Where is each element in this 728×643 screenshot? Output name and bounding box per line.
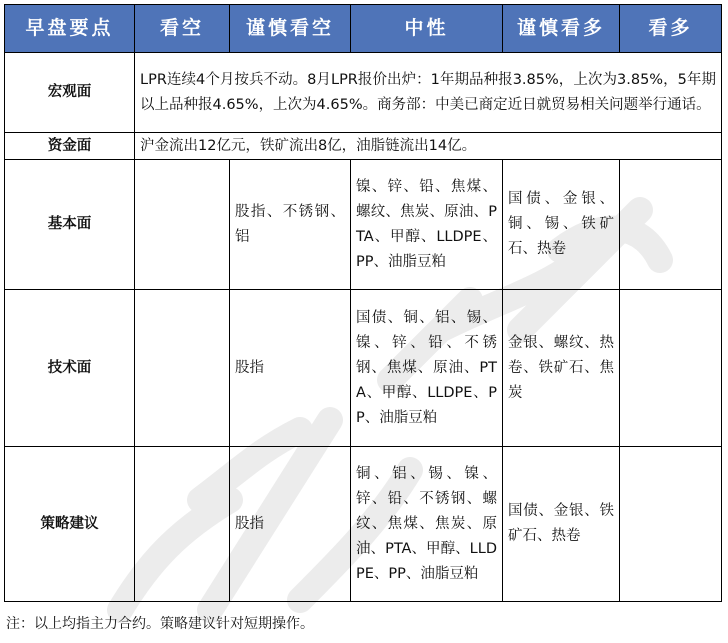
strategy-bullish bbox=[620, 447, 722, 602]
technicals-cautious-bearish: 股指 bbox=[230, 290, 351, 447]
header-bullish: 看多 bbox=[620, 5, 722, 53]
technicals-bearish bbox=[135, 290, 230, 447]
fundamentals-neutral: 镍、锌、铅、焦煤、螺纹、焦炭、原油、PTA、甲醇、LLDPE、PP、油脂豆粕 bbox=[351, 160, 503, 290]
header-neutral: 中性 bbox=[351, 5, 503, 53]
header-bearish: 看空 bbox=[135, 5, 230, 53]
fundamentals-cautious-bearish: 股指、不锈钢、铝 bbox=[230, 160, 351, 290]
strategy-cautious-bullish: 国债、金银、铁矿石、热卷 bbox=[503, 447, 620, 602]
header-cautious-bullish: 谨慎看多 bbox=[503, 5, 620, 53]
technicals-neutral: 国债、铜、铝、锡、镍、锌、铅、不锈钢、焦煤、原油、PTA、甲醇、LLDPE、PP、油脂豆粕 bbox=[351, 290, 503, 447]
table-header-row bbox=[5, 5, 722, 53]
funds-text: 沪金流出12亿元，铁矿流出8亿，油脂链流出14亿。 bbox=[135, 133, 722, 160]
row-label-fundamentals: 基本面 bbox=[5, 160, 135, 290]
fundamentals-cautious-bullish: 国债、金银、铜、锡、铁矿石、热卷 bbox=[503, 160, 620, 290]
morning-brief-table bbox=[4, 4, 722, 602]
table-row-funds bbox=[5, 133, 722, 160]
strategy-neutral: 铜、铝、锡、镍、锌、铅、不锈钢、螺纹、焦煤、焦炭、原油、PTA、甲醇、LLDPE、PP、油脂豆粕 bbox=[351, 447, 503, 602]
table-row-strategy bbox=[5, 447, 722, 602]
header-key-points: 早盘要点 bbox=[5, 5, 135, 53]
fundamentals-bullish bbox=[620, 160, 722, 290]
technicals-bullish bbox=[620, 290, 722, 447]
macro-text: LPR连续4个月按兵不动。8月LPR报价出炉：1年期品种报3.85%，上次为3.85%，5年期以上品种报4.65%，上次为4.65%。商务部：中美已商定近日就贸易相关问题举行通话。 bbox=[135, 53, 722, 133]
technicals-cautious-bullish: 金银、螺纹、热卷、铁矿石、焦炭 bbox=[503, 290, 620, 447]
strategy-cautious-bearish: 股指 bbox=[230, 447, 351, 602]
table-row-macro bbox=[5, 53, 722, 133]
header-cautious-bearish: 谨慎看空 bbox=[230, 5, 351, 53]
table-row-fundamentals bbox=[5, 160, 722, 290]
row-label-funds: 资金面 bbox=[5, 133, 135, 160]
strategy-bearish bbox=[135, 447, 230, 602]
row-label-technicals: 技术面 bbox=[5, 290, 135, 447]
table-row-technicals bbox=[5, 290, 722, 447]
row-label-macro: 宏观面 bbox=[5, 53, 135, 133]
row-label-strategy: 策略建议 bbox=[5, 447, 135, 602]
fundamentals-bearish bbox=[135, 160, 230, 290]
footnote: 注：以上均指主力合约。策略建议针对短期操作。 bbox=[6, 616, 314, 632]
